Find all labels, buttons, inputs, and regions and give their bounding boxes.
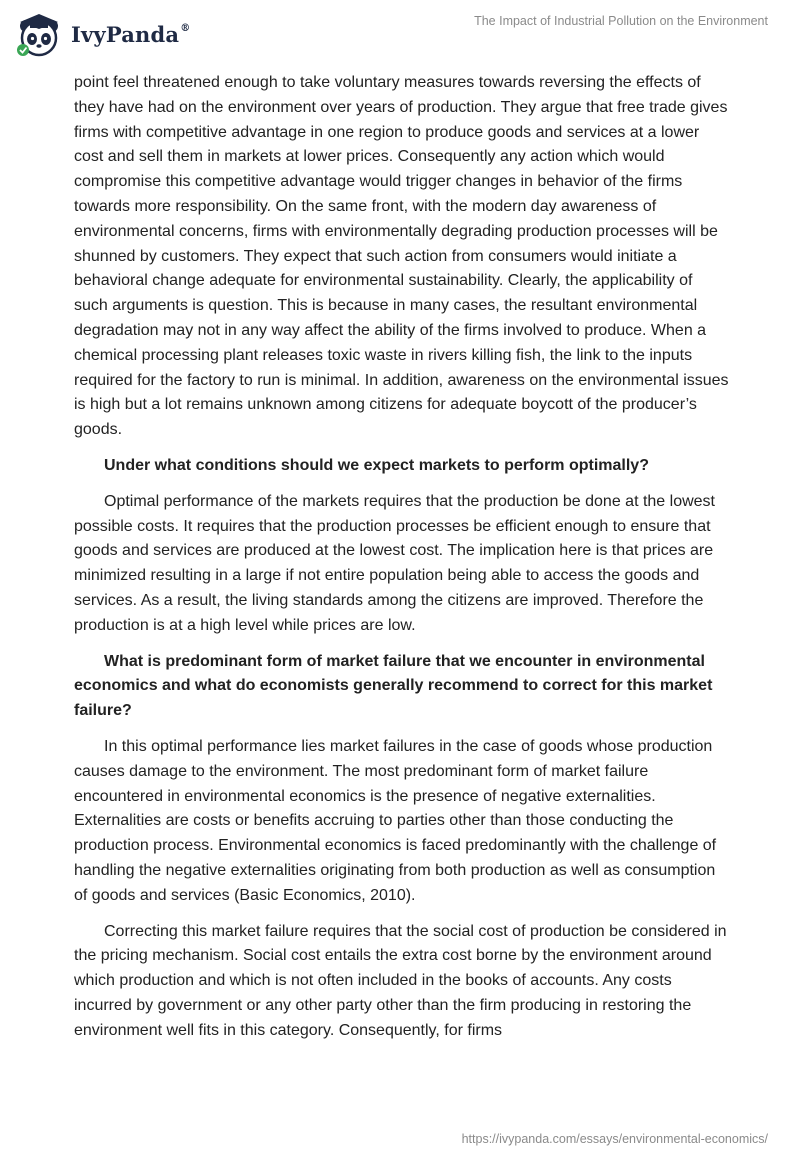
paragraph-continuation: point feel threatened enough to take voluntary measures towards reversing the effects of they have had on the environment over years of production. They argue that free trade gives firms with competitive advantage in one region to produce goods and services at a lower cost and sell them in markets at lower prices. Consequently any action which would compromise this competitive advantage would trigger changes in behavior of the firms towards more responsibility. On the same front, with the modern day awareness of environmental concerns, firms with environmentally degrading production processes will be shunned by customers. They expect that such action from consumers would initiate a behavioral change adequate for environmental sustainability. Clearly, the applicability of such arguments is question. This is because in many cases, the resultant environmental degradation may not in any way affect the ability of the firms involved to produce. When a chemical processing plant releases toxic waste in rivers killing fish, the link to the inputs required for the factory to run is minimal. In addition, awareness on the environmental issues is high but a lot remains unknown among citizens for adequate boycott of the producer’s goods. — [74, 74, 729, 439]
document-title: The Impact of Industrial Pollution on the Environment — [474, 14, 768, 28]
question-heading-1: Under what conditions should we expect markets to perform optimally? — [104, 456, 649, 474]
paragraph-optimal-performance: Optimal performance of the markets requires that the production be done at the lowest possible costs. It requires that the production processes be efficient enough to ensure that goods and services are produced at the lowest cost. The implication here is that prices are minimized resulting in a large if not entire population being able to access the goods and services. As a result, the living standards among the citizens are improved. Therefore the production is at a high level while prices are low. — [74, 492, 715, 634]
brand-text: IvyPanda — [71, 21, 180, 47]
essay-body — [74, 71, 730, 1043]
paragraph-correcting-failure: Correcting this market failure requires that the social cost of production be considered in the pricing mechanism. Social cost entails the extra cost borne by the environment around which production and which is not often included in the books of accounts. Any costs incurred by government or any other party other than the firm producing in restoring the environment well fits in this category. Consequently, for firms — [74, 922, 727, 1039]
brand-name — [71, 22, 190, 47]
page-header — [0, 0, 800, 70]
question-heading-2: What is predominant form of market failure that we encounter in environmental economics and what do economists generally recommend to correct for this market failure? — [74, 652, 713, 720]
ivypanda-logo[interactable] — [14, 10, 190, 58]
paragraph-market-failure: In this optimal performance lies market failures in the case of goods whose production causes damage to the environment. The most predominant form of market failure encountered in environmental economics is the presence of negative externalities. Externalities are costs or benefits accruing to parties other than those conducting the production process. Environmental economics is faced predominantly with the challenge of handling the negative externalities originating from both production as well as consumption of goods and services (Basic Economics, 2010). — [74, 737, 717, 904]
panda-graduate-icon — [14, 10, 64, 58]
registered-mark: ® — [180, 22, 191, 34]
source-url[interactable]: https://ivypanda.com/essays/environmental-economics/ — [461, 1132, 768, 1146]
